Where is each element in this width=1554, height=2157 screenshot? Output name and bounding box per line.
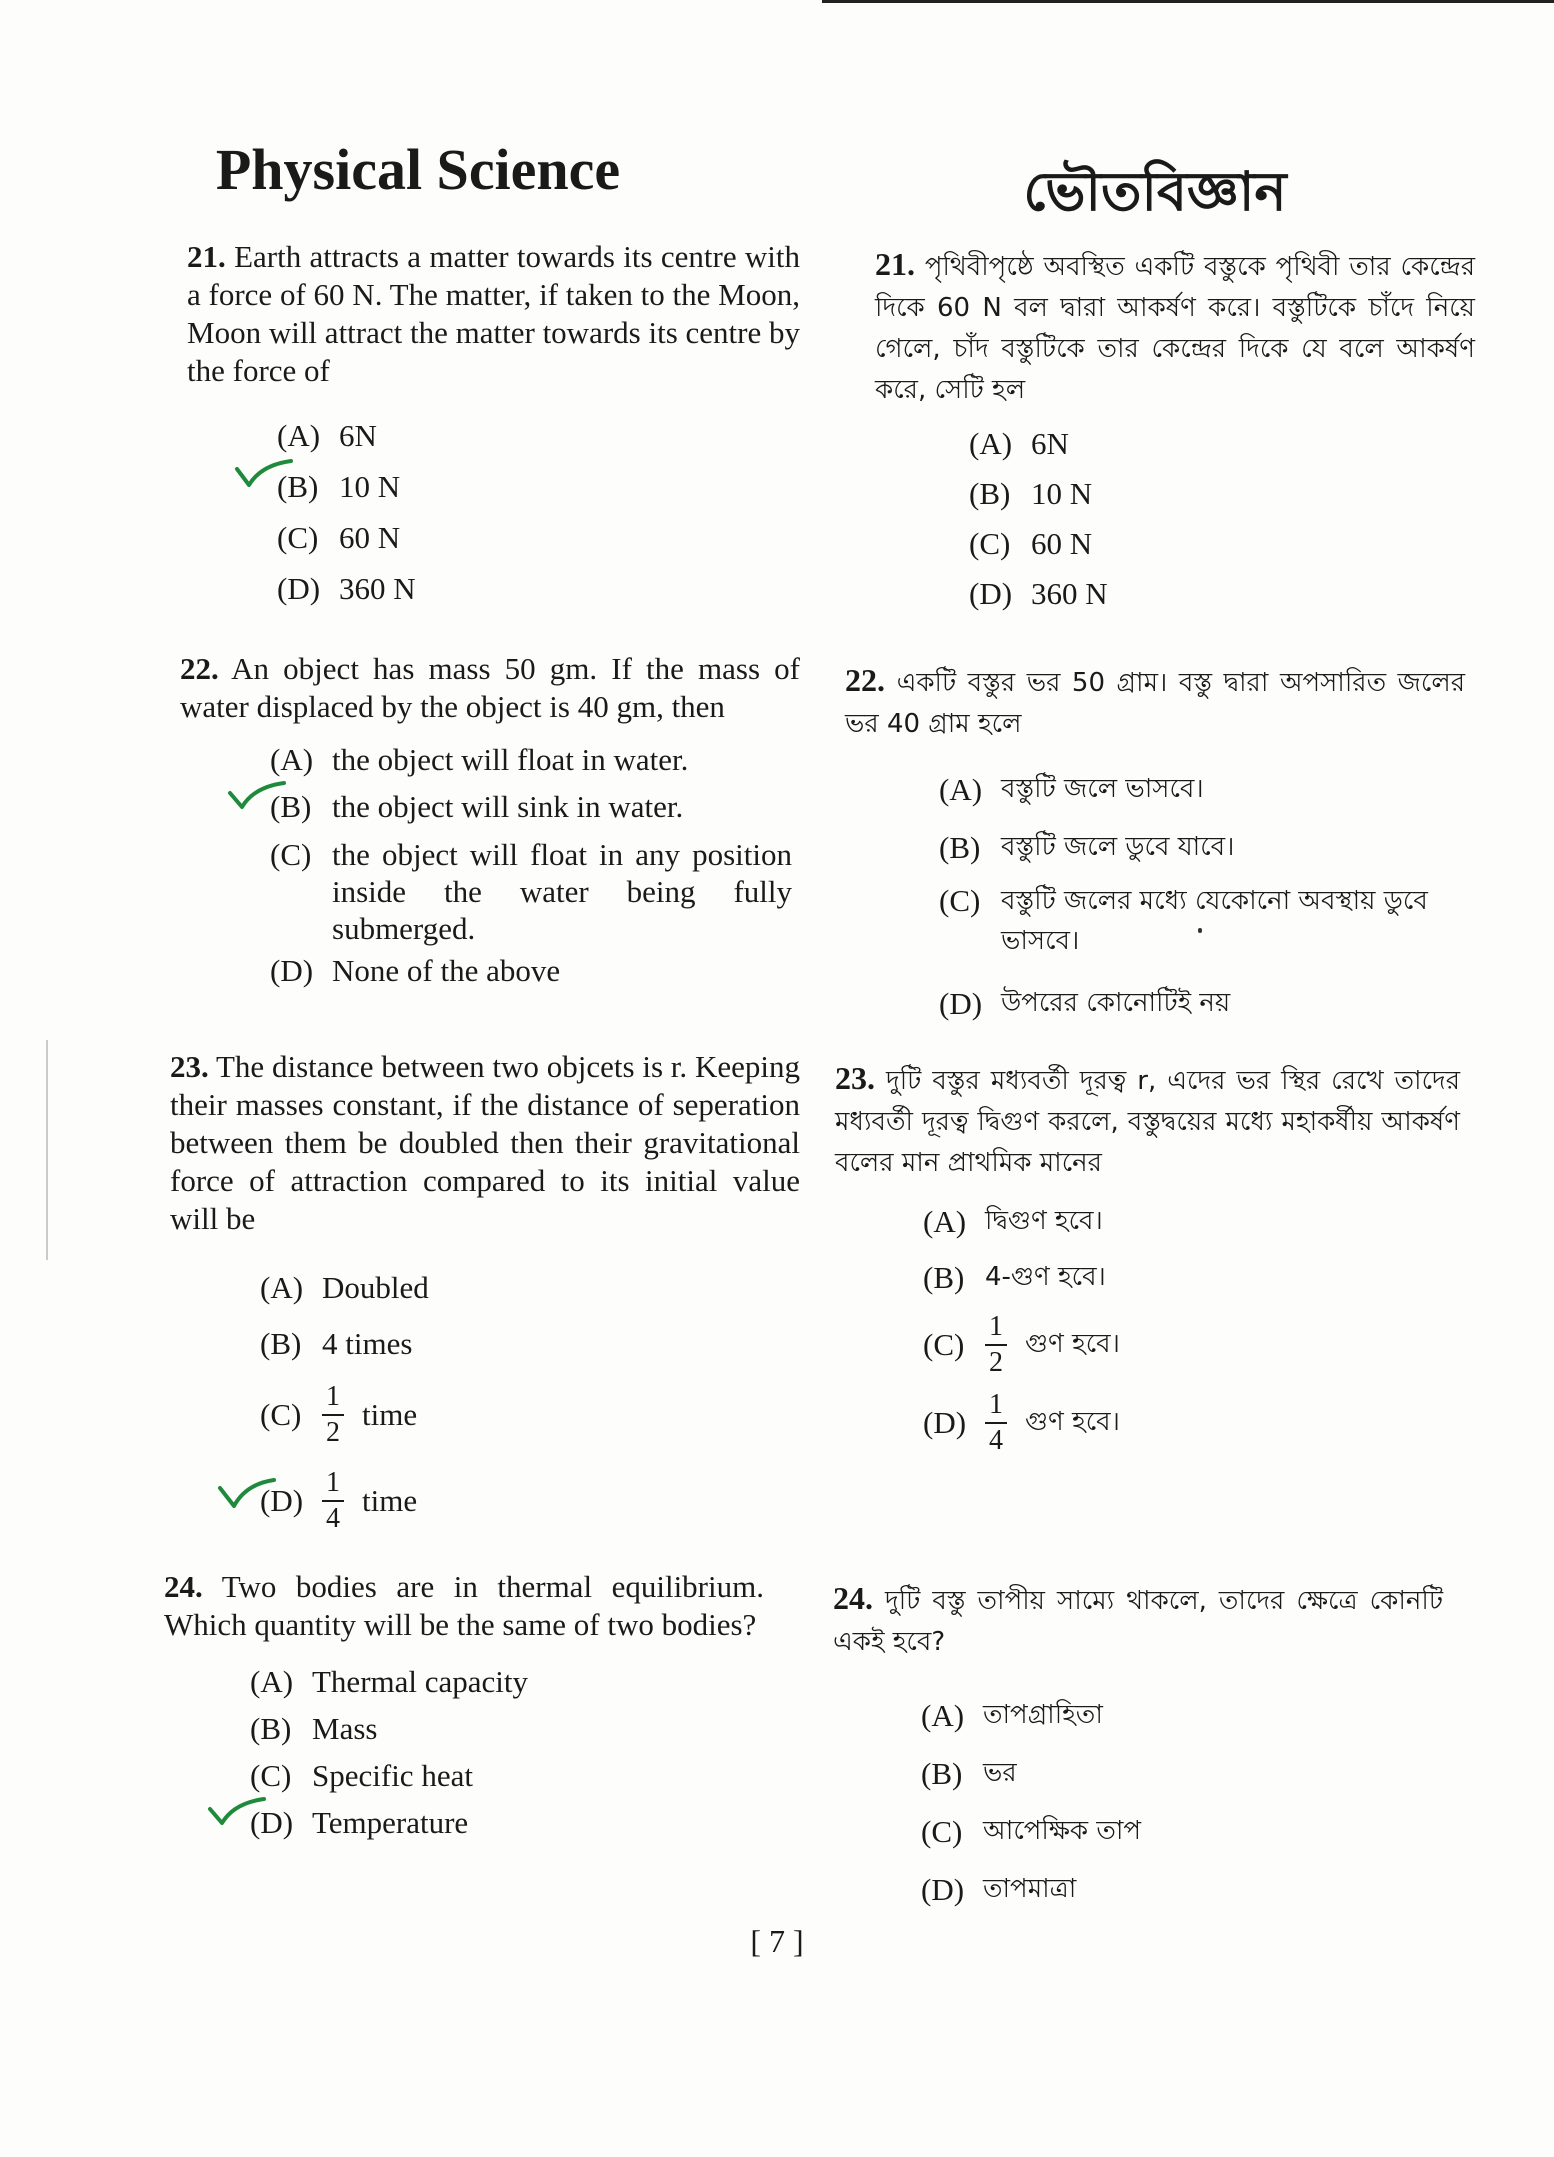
option-a[interactable]: (A) তাপগ্রাহিতা	[921, 1698, 1103, 1733]
option-b[interactable]: (B) the object will sink in water.	[270, 783, 800, 830]
scan-edge-line	[46, 1040, 48, 1260]
question-24-en	[164, 1568, 764, 1846]
question-24-bn	[833, 1578, 1443, 1919]
question-text: দুটি বস্তুর মধ্যবর্তী দূরত্ব r, এদের ভর স্থির রেখে তাদের মধ্যবর্তী দূরত্ব দ্বিগুণ করলে, বস্তুদ্বয়ের মধ্যে মহাকর্ষীয় আকর্ষণ বলের মান প্রাথমিক মানের	[835, 1066, 1460, 1178]
option-c[interactable]: (C) $\frac{1}{2}$ গুণ হবে।	[923, 1311, 1120, 1378]
option-b[interactable]: (B) ভর	[921, 1756, 1017, 1791]
check-mark-icon	[226, 777, 288, 817]
options-list	[250, 1658, 764, 1846]
option-a[interactable]: (A) Thermal capacity	[250, 1663, 529, 1699]
option-a[interactable]: (A) দ্বিগুণ হবে।	[923, 1204, 1103, 1239]
question-23-bn	[835, 1058, 1460, 1462]
question-number: 23.	[170, 1049, 209, 1084]
option-b[interactable]: (B) 4-গুণ হবে।	[923, 1260, 1106, 1295]
option-d[interactable]: (D) 360 N	[277, 570, 416, 606]
question-number: 23.	[835, 1060, 875, 1096]
question-number: 21.	[187, 239, 226, 274]
top-rule	[822, 0, 1554, 3]
option-c[interactable]: (C) $\frac{1}{2}$ time	[260, 1381, 418, 1448]
option-d[interactable]: (D) উপরের কোনোটিই নয়	[939, 986, 1231, 1021]
question-number: 22.	[845, 662, 885, 698]
question-text: Earth attracts a matter towards its centre with a force of 60 N. The matter, if taken to the Moon, Moon will attract the matter towards its centre by the force of	[187, 239, 801, 388]
fraction-one-half: $\frac{1}{2}$	[322, 1382, 344, 1448]
option-d[interactable]: (D) তাপমাত্রা	[921, 1872, 1077, 1907]
option-c[interactable]: (C) 60 N	[969, 526, 1093, 561]
question-text: The distance between two objcets is r. Keeping their masses constant, if the distance of seperation between them be doubled then their gravitational force of attraction compared to its initial value will be	[170, 1049, 800, 1236]
options-list	[939, 761, 1465, 1029]
options-list	[270, 736, 800, 993]
option-b[interactable]: (B) 10 N	[277, 461, 800, 512]
option-a[interactable]: (A) 6N	[969, 426, 1069, 461]
question-22-bn	[845, 660, 1465, 1029]
options-list	[277, 410, 800, 614]
question-text: An object has mass 50 gm. If the mass of water displaced by the object is 40 gm, then	[180, 651, 800, 724]
page-number: [ 7 ]	[750, 1923, 804, 1959]
option-c[interactable]: (C) বস্তুটি জলের মধ্যে যেকোনো অবস্থায় ডুবে ভাসবে।	[939, 883, 1428, 956]
option-d[interactable]: (D) None of the above	[270, 952, 561, 988]
option-c[interactable]: (C) 60 N	[277, 519, 401, 555]
fraction-one-half: $\frac{1}{2}$	[985, 1312, 1007, 1378]
question-23-en	[170, 1048, 800, 1544]
option-c[interactable]: (C) আপেক্ষিক তাপ	[921, 1814, 1142, 1849]
bengali-heading: ভৌতবিজ্ঞান	[1023, 160, 1287, 223]
options-list	[969, 419, 1475, 619]
option-d[interactable]: (D) $\frac{1}{4}$ time	[260, 1458, 800, 1544]
option-b[interactable]: (B) 10 N	[969, 476, 1093, 511]
scan-speck	[1198, 928, 1202, 933]
question-22-en	[180, 650, 800, 993]
option-a[interactable]: (A) Doubled	[260, 1270, 429, 1305]
check-mark-icon	[216, 1474, 278, 1514]
question-number: 21.	[875, 246, 915, 282]
option-a[interactable]: (A) the object will float in water.	[270, 741, 689, 777]
option-d[interactable]: (D) 360 N	[969, 576, 1108, 611]
question-21-bn	[875, 244, 1475, 619]
option-a[interactable]: (A) বস্তুটি জলে ভাসবে।	[939, 772, 1204, 807]
option-d[interactable]: (D) $\frac{1}{4}$ গুণ হবে।	[923, 1389, 1120, 1456]
option-b[interactable]: (B) বস্তুটি জলে ডুবে যাবে।	[939, 830, 1235, 865]
question-text: দুটি বস্তু তাপীয় সাম্যে থাকলে, তাদের ক্ষেত্রে কোনটি একই হবে?	[833, 1586, 1443, 1657]
question-21-en	[187, 238, 800, 614]
fraction-one-quarter: $\frac{1}{4}$	[322, 1468, 344, 1534]
option-c[interactable]: (C) the object will float in any position inside the water being fully submerged.	[270, 837, 792, 946]
fraction-one-quarter: $\frac{1}{4}$	[985, 1390, 1007, 1456]
question-number: 24.	[833, 1580, 873, 1616]
question-text: Two bodies are in thermal equilibrium. Which quantity will be the same of two bodies?	[164, 1569, 764, 1642]
question-text: পৃথিবীপৃষ্ঠে অবস্থিত একটি বস্তুকে পৃথিবী তার কেন্দ্রের দিকে 60 N বল দ্বারা আকর্ষণ করে। বস্তুটিকে চাঁদে নিয়ে গেলে, চাঁদ বস্তুটিকে তার কেন্দ্রের দিকে যে বলে আকর্ষণ করে, সেটি হল	[875, 252, 1475, 405]
options-list	[923, 1194, 1460, 1462]
option-d[interactable]: (D) Temperature	[250, 1799, 764, 1846]
options-list	[921, 1687, 1443, 1919]
option-b[interactable]: (B) 4 times	[260, 1326, 413, 1361]
question-number: 24.	[164, 1569, 203, 1604]
option-a[interactable]: (A) 6N	[277, 417, 377, 453]
option-c[interactable]: (C) Specific heat	[250, 1757, 473, 1793]
check-mark-icon	[233, 455, 295, 495]
english-heading: Physical Science	[215, 137, 621, 202]
question-number: 22.	[180, 651, 219, 686]
options-list	[260, 1260, 800, 1544]
question-text: একটি বস্তুর ভর 50 গ্রাম। বস্তু দ্বারা অপসারিত জলের ভর 40 গ্রাম হলে	[845, 668, 1466, 739]
option-b[interactable]: (B) Mass	[250, 1710, 378, 1746]
check-mark-icon	[206, 1793, 268, 1833]
